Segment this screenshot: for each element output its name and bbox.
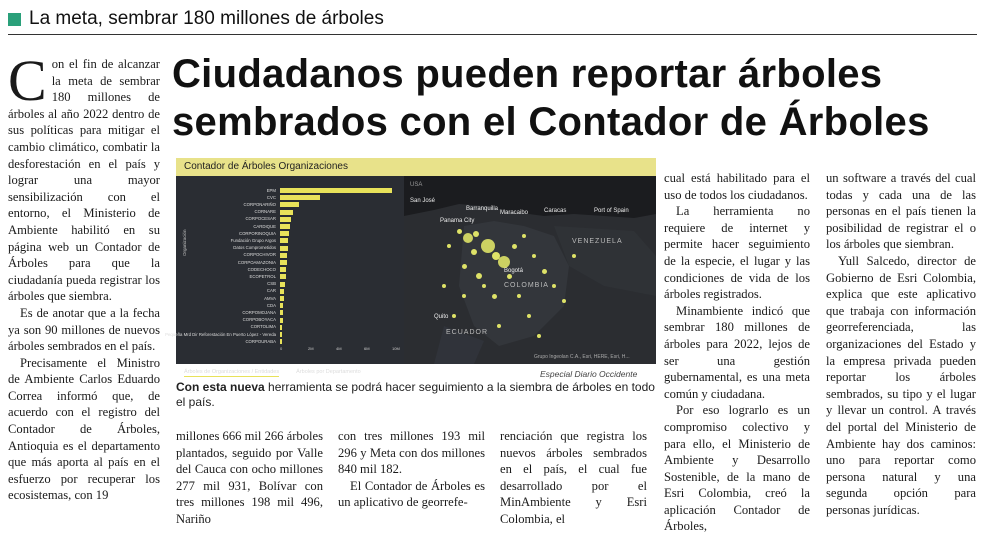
map-point — [562, 299, 566, 303]
map-label-port-of-spain: Port of Spain — [594, 208, 629, 214]
map-point — [476, 273, 482, 279]
dashboard-title: Contador de Árboles Organizaciones — [176, 158, 656, 176]
bar-label: CODECHOCO — [247, 266, 276, 272]
figure-caption — [176, 380, 656, 410]
tab-departamento[interactable]: Árboles por Departamento — [296, 369, 361, 375]
map-label-panama: Panama City — [440, 218, 475, 224]
map-point — [532, 254, 536, 258]
bar — [280, 217, 291, 222]
section-marker-icon — [8, 13, 21, 26]
bar — [280, 195, 320, 200]
bar-label: Pequeña Mrd Dir Reforestación En Puerto López - Vereda — [165, 331, 276, 337]
bar — [280, 289, 284, 294]
x-tick-label: 0 — [280, 346, 283, 351]
map-panel — [404, 176, 656, 364]
bar-label: CORPOCESAR — [245, 216, 276, 222]
col1-paragraph-2: Es de anotar que a la fecha ya son 90 millones de nuevos árboles sembrados en el país. — [8, 305, 160, 354]
x-tick-label: 6M — [364, 346, 370, 351]
map-point — [463, 233, 473, 243]
bar-label: ECOPETROL — [249, 273, 276, 279]
col6-paragraph-2: Yull Salcedo, director de Gobierno de Esri Colombia, explica que este aplicativo que trabaja con información georreferenciada, las organizaciones del Estado y la empresa privada pueden reportar los árboles sembrados, su tipo y el lugar y llevar un control. A través del portal del Ministerio de Ambiente hay dos caminos: uno para reportar como persona natural y una segunda opción para personas jurídicas. — [826, 253, 976, 517]
map-point — [498, 256, 510, 268]
bar-label: CORPONARIÑO — [243, 201, 276, 207]
bar — [280, 260, 287, 265]
bar — [280, 210, 293, 215]
headline — [172, 50, 980, 146]
bar — [280, 303, 283, 308]
bar-label: Datos Comprometidos — [233, 245, 276, 251]
map-label-usa: USA — [410, 182, 423, 188]
col1-paragraph-3: Precisamente el Ministro de Ambiente Carlos Eduardo Correa informó que, de acuerdo con el registro del Contador de Árboles, Antioquia es el departamento que más aporta al país en el esfuerzo por recuperar los ecosistemas, con 19 — [8, 355, 160, 503]
map-label-venezuela: VENEZUELA — [572, 238, 623, 245]
bar — [280, 332, 282, 337]
map-attribution: Grupo Ingeolan C.A., Esri, HERE, Esri, H... — [534, 354, 630, 360]
col1-paragraph-1: on el fin de alcanzar la meta de sembrar 180 millones de árboles al año 2022 dentro de sus políticas para mitigar el cambio climático, combatir la desforestación en el país y lograr una mayor sensibilización con el entorno, el Ministerio de Ambiente habilitó en su página web un Contador de Árboles para que la ciudadanía pueda registrar los árboles que siembra. — [8, 57, 160, 304]
x-tick-label: 10M — [392, 346, 400, 351]
article-column-3 — [338, 428, 485, 511]
bar — [280, 231, 289, 236]
bar-chart-panel — [165, 176, 404, 375]
bar-label: CORNARE — [254, 209, 276, 215]
x-tick-label: 4M — [336, 346, 342, 351]
map-label-colombia: COLOMBIA — [504, 282, 549, 289]
caption-text: herramienta se podrá hacer seguimiento a la siembra de árboles en todo el país. — [176, 380, 655, 409]
photo-credit: Especial Diario Occidente — [540, 369, 638, 379]
col5-paragraph-1: cual está habilitado para el uso de todos los ciudadanos. — [664, 171, 810, 202]
bar — [280, 238, 288, 243]
map-point — [471, 249, 477, 255]
bar-label: CORPOURABA — [245, 338, 276, 344]
map-point — [462, 294, 466, 298]
bar-label: CORPORINOQUIA — [238, 230, 276, 236]
col3-paragraph-2: El Contador de Árboles es un aplicativo de georrefe- — [338, 478, 485, 510]
x-tick-label: 2M — [308, 346, 314, 351]
map-label-quito: Quito — [434, 314, 449, 320]
drop-cap: C — [8, 48, 47, 113]
bar — [280, 188, 392, 193]
bar-label: CORPOMOJANA — [242, 309, 276, 315]
bar-label: AMVA — [264, 295, 276, 301]
section-rule — [8, 34, 977, 35]
caption-lead: Con esta nueva — [176, 380, 265, 394]
bar — [280, 282, 285, 287]
bar — [280, 224, 290, 229]
map-point — [517, 294, 521, 298]
map-label-bogota: Bogotá — [504, 268, 524, 274]
col5-paragraph-2: La herramienta no requiere de internet y permite hacer seguimiento de la especie, el lugar y las condiciones de vida de los árboles registrados. — [664, 204, 810, 302]
section-title: La meta, sembrar 180 millones de árboles — [29, 8, 384, 29]
tab-organizaciones[interactable]: Árboles de Organizaciones / Entidades — [184, 369, 280, 375]
bar-label: CORPOBOYACA — [242, 317, 276, 323]
bar — [280, 296, 284, 301]
map-point — [542, 269, 547, 274]
y-axis-label: Organización — [182, 229, 187, 256]
article-column-4 — [500, 428, 647, 528]
bar-label: CAR — [266, 288, 276, 294]
map-landmass — [404, 176, 656, 364]
bar-label: CSB — [267, 281, 276, 287]
article-column-1 — [8, 48, 160, 504]
map-point — [552, 284, 556, 288]
map-label-ecuador: ECUADOR — [446, 329, 489, 336]
bar — [280, 253, 287, 258]
map-point — [572, 254, 576, 258]
map-point — [481, 239, 495, 253]
bar-label: CORPOAMAZONIA — [237, 259, 276, 265]
map-point — [462, 264, 467, 269]
bar — [280, 339, 282, 344]
bar-label: CARDIQUE — [253, 223, 276, 229]
bar — [280, 202, 299, 207]
map-point — [512, 244, 517, 249]
col4-paragraph-1: renciación que registra los nuevos árboles sembrados en el país, el cual fue desarrollado por el MinAmbiente y Esri Colombia, el — [500, 429, 647, 526]
col6-paragraph-1: un software a través del cual todas y cada una de las personas en el país tienen la posibilidad de registrar el o los árboles que siembran. — [826, 171, 976, 252]
map-point — [457, 229, 462, 234]
dashboard-tabs — [184, 369, 361, 375]
map-point — [507, 274, 512, 279]
map-point — [482, 284, 486, 288]
map-point — [537, 334, 541, 338]
bar-label: CORTOLIMA — [250, 324, 276, 330]
map-point — [497, 324, 501, 328]
bar-label: EPM — [266, 187, 276, 193]
bar — [280, 267, 286, 272]
map-point — [492, 294, 497, 299]
map-point — [473, 231, 479, 237]
bar-label: CVC — [266, 194, 276, 200]
map-point — [452, 314, 456, 318]
map-point — [447, 244, 451, 248]
col5-paragraph-4: Por eso lograrlo es un compromiso colectivo y para ello, el Ministerio de Ambiente y Desarrollo Sostenible, de la mano de Esri Colombia, creó la aplicación Contador de Árboles, — [664, 403, 810, 534]
bar — [280, 318, 283, 323]
bar — [280, 325, 282, 330]
col3-paragraph-1: con tres millones 193 mil 296 y Meta con dos millones 840 mil 182. — [338, 429, 485, 477]
headline-line-1: Ciudadanos pueden reportar árboles — [172, 52, 883, 96]
bar-label: Fundación Grupo Argos — [230, 237, 276, 243]
map-label-barranquilla: Barranquilla — [466, 206, 499, 212]
bar-label: CDA — [266, 302, 276, 308]
col2-paragraph-1: millones 666 mil 266 árboles plantados, seguido por Valle del Cauca con ocho millones 277 mil 931, Bolívar con tres millones 198 mil 496, Nariño — [176, 429, 323, 526]
article-column-2 — [176, 428, 323, 528]
map-point — [522, 234, 526, 238]
map-point — [442, 284, 446, 288]
map-label-maracaibo: Maracaibo — [500, 210, 529, 216]
map-point — [527, 314, 531, 318]
headline-line-2: sembrados con el Contador de Árboles — [172, 100, 930, 144]
bar — [280, 310, 283, 315]
bar-label: CORPOCHIVOR — [243, 252, 276, 258]
article-column-5 — [664, 170, 810, 535]
col5-paragraph-3: Minambiente indicó que sembrar 180 millones de árboles para 2022, lejos de ser una gestión gubernamental, es una meta común y ciudadana. — [664, 303, 810, 401]
bar — [280, 246, 288, 251]
article-column-6 — [826, 170, 976, 518]
section-header — [8, 4, 384, 34]
map-label-san-jose: San José — [410, 198, 436, 204]
bar — [280, 274, 286, 279]
map-label-caracas: Caracas — [544, 208, 567, 214]
